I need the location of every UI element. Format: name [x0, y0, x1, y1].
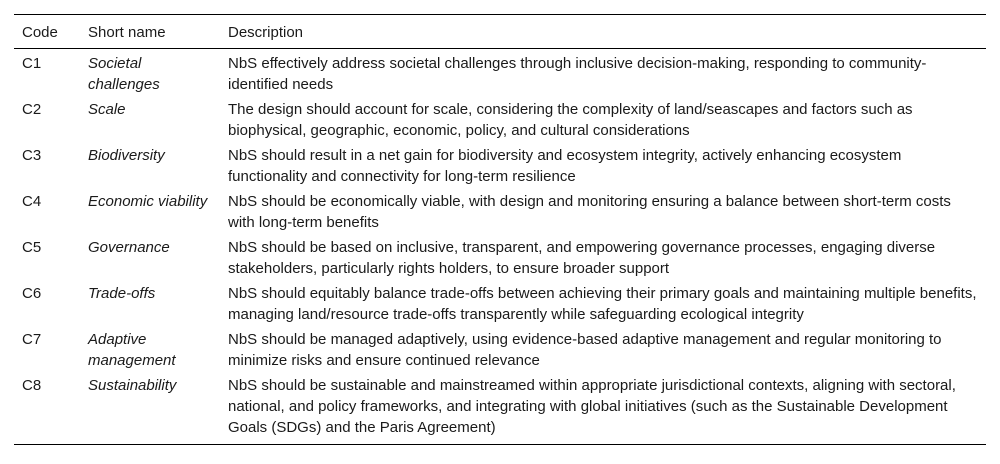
header-code: Code	[22, 24, 58, 41]
cell-code: C4	[22, 193, 42, 210]
cell-short-name: Biodiversity	[88, 147, 165, 164]
table-header	[14, 15, 986, 49]
table-row	[14, 49, 986, 98]
cell-description: The design should account for scale, considering the complexity of land/seascapes and factors such as biophysical, geographic, economic, policy, and cultural considerations	[228, 101, 913, 139]
header-row	[14, 15, 986, 49]
cell-short-name: Adaptive management	[88, 331, 176, 369]
cell-code: C2	[22, 101, 42, 118]
table-row	[14, 143, 986, 189]
cell-short-name: Governance	[88, 239, 170, 256]
cell-short-name: Sustainability	[88, 377, 177, 394]
cell-description: NbS should be based on inclusive, transparent, and empowering governance processes, engaging diverse stakeholders, particularly rights holders, to ensure broader support	[228, 239, 936, 277]
cell-description: NbS should be sustainable and mainstreamed within appropriate jurisdictional contexts, aligning with sectoral, national, and policy frameworks, and integrating with global initiatives (such as the Sustainable Development Goals (SDGs) and the Paris Agreement)	[228, 377, 956, 436]
table-row	[14, 235, 986, 281]
cell-description: NbS should equitably balance trade-offs between achieving their primary goals and maintaining multiple benefits, managing land/resource trade-offs transparently while safeguarding ecological integrity	[228, 285, 977, 323]
table-row	[14, 97, 986, 143]
cell-description: NbS should result in a net gain for biodiversity and ecosystem integrity, actively enhancing ecosystem functionality and connectivity for long-term resilience	[228, 147, 902, 185]
cell-short-name: Societal challenges	[88, 55, 160, 93]
table-row	[14, 373, 986, 445]
table-body	[14, 49, 986, 445]
cell-code: C5	[22, 239, 42, 256]
table-row	[14, 189, 986, 235]
header-short-name: Short name	[88, 24, 166, 41]
cell-code: C8	[22, 377, 42, 394]
cell-code: C6	[22, 285, 42, 302]
header-description: Description	[228, 24, 304, 41]
cell-description: NbS effectively address societal challenges through inclusive decision-making, responding to community-identified needs	[228, 55, 927, 93]
table-row	[14, 327, 986, 373]
cell-code: C3	[22, 147, 42, 164]
cell-short-name: Economic viability	[88, 193, 208, 210]
cell-description: NbS should be managed adaptively, using evidence-based adaptive management and regular monitoring to minimize risks and ensure continued relevance	[228, 331, 942, 369]
cell-short-name: Trade-offs	[88, 285, 156, 302]
cell-short-name: Scale	[88, 101, 126, 118]
criteria-table	[14, 14, 986, 445]
cell-code: C7	[22, 331, 42, 348]
criteria-table-container	[14, 14, 986, 445]
table-row	[14, 281, 986, 327]
cell-code: C1	[22, 55, 42, 72]
cell-description: NbS should be economically viable, with design and monitoring ensuring a balance between short-term costs with long-term benefits	[228, 193, 951, 231]
